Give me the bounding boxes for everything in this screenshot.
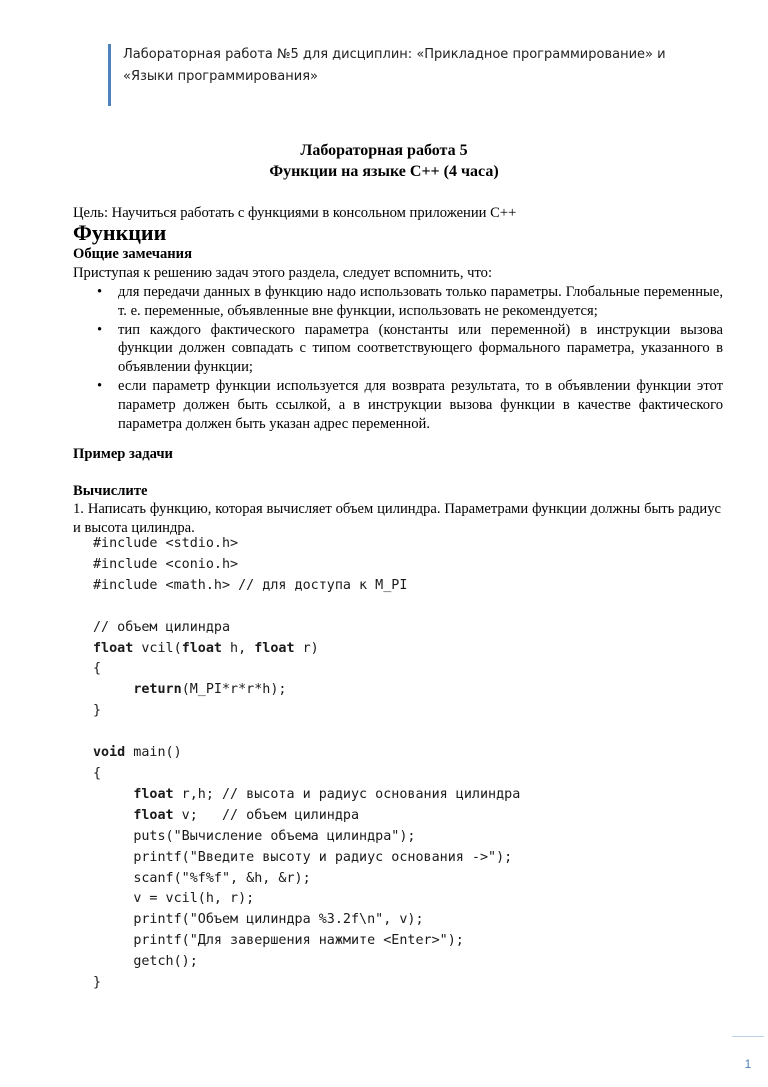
task-text: 1. Написать функцию, которая вычисляет объем цилиндра. Параметрами функции должны быть радиус и высота цилиндра.: [73, 501, 721, 536]
subheading-compute: Вычислите: [73, 483, 148, 499]
bullet-icon: •: [97, 321, 103, 338]
header-line-1: Лабораторная работа №5 для дисциплин: «Прикладное программирование» и: [123, 47, 666, 62]
list-item: • для передачи данных в функцию надо использовать только параметры. Глобальные переменные, т. е. переменные, объявленные вне функции, использовать не рекомендуется;: [97, 284, 723, 319]
header-line-2: «Языки программирования»: [123, 69, 318, 84]
bullet-icon: •: [97, 284, 103, 300]
section-heading-functions: Функции: [73, 220, 167, 245]
subheading-example: Пример задачи: [73, 446, 173, 462]
notes-list: [73, 283, 723, 433]
goal-text: Цель: Научиться работать с функциями в консольном приложении С++: [73, 205, 517, 221]
code-line: #include <stdio.h>: [93, 536, 239, 551]
code-line: #include <conio.h>: [93, 556, 239, 572]
page-number: 1: [732, 1036, 764, 1071]
code-line: // объем цилиндра: [93, 619, 231, 635]
document-title: Лабораторная работа 5: [300, 142, 468, 159]
intro-text: Приступая к решению задач этого раздела, следует вспомнить, что:: [73, 265, 492, 281]
running-header: [108, 44, 718, 106]
list-item: • если параметр функции используется для возврата результата, то в объявлении функции этот параметр должен быть ссылкой, а в инструкции вызова функции в качестве фактического параметра должен быть указан адрес переменной.: [97, 377, 723, 432]
document-subtitle: Функции на языке С++ (4 часа): [269, 163, 499, 180]
list-item: • тип каждого фактического параметра (константы или переменной) в инструкции вызова функции должен совпадать с типом соответствующего формального параметра, указанного в объявлении функции;: [97, 321, 723, 376]
code-line: #include <math.h> // для доступа к M_PI: [93, 577, 408, 593]
bullet-icon: •: [97, 377, 103, 394]
code-listing: #include <stdio.h> #include <conio.h> #include <math.h> // для доступа к M_PI // объем цилиндра float vcil(float h, float r) { return(M_PI*r*r*h); } void main() { float r,h; // высота и радиус основания цилиндра float v; // объем цилиндра puts("Вычисление объема цилиндра"); printf("Введите высоту и радиус основания ->"); scanf("%f%f", &h, &r); v = vcil(h, r); printf("Объем цилиндра %3.2f\n", v); printf("Для завершения нажмите <Enter>"); getch(); }: [93, 536, 521, 991]
subheading-general-notes: Общие замечания: [73, 246, 192, 262]
